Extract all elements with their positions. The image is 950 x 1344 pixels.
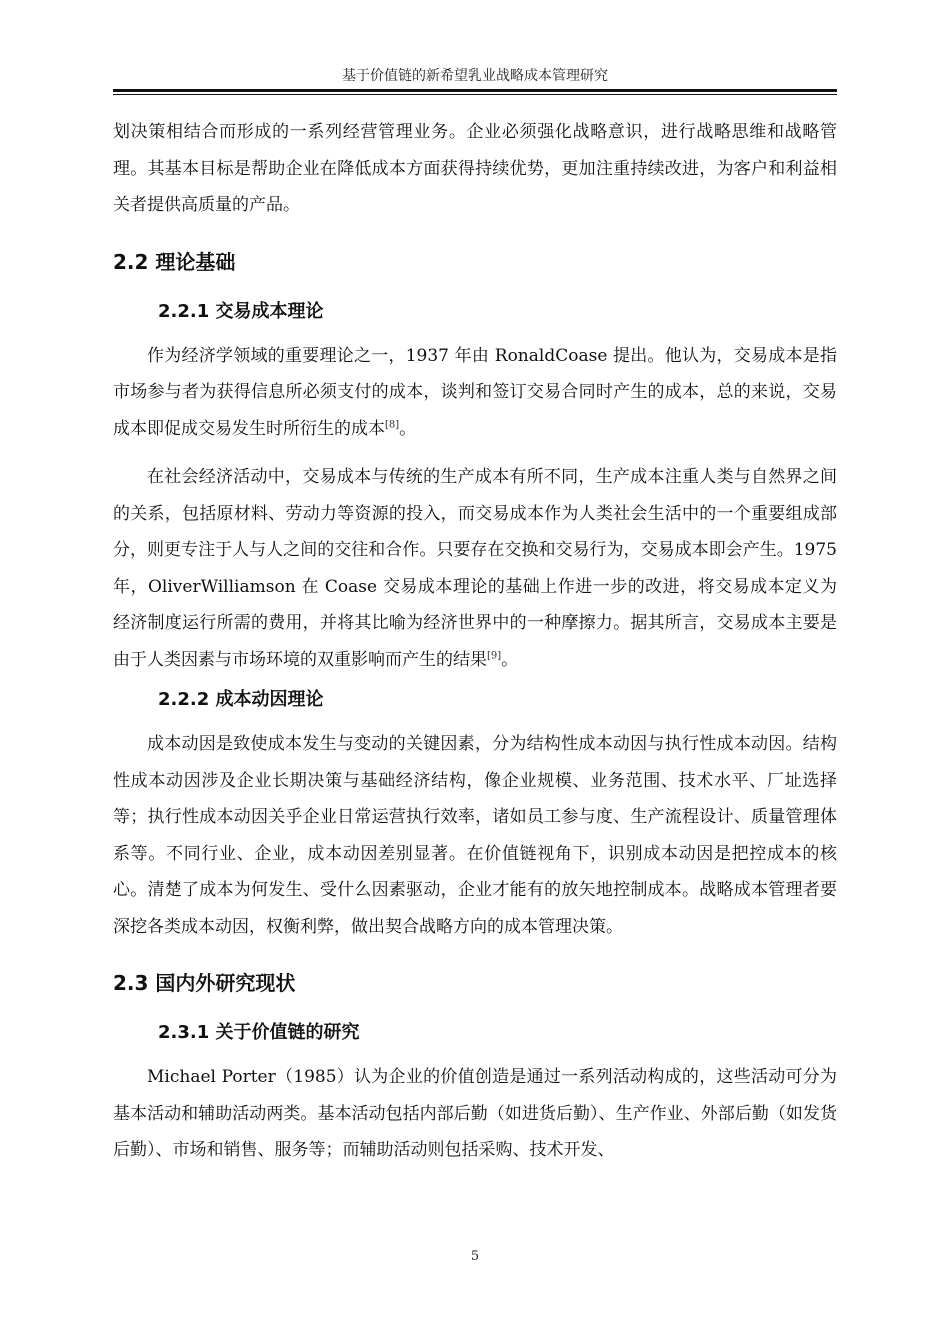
paragraph-end: 。	[399, 418, 417, 439]
paragraph-text: 作为经济学领域的重要理论之一，1937 年由 RonaldCoase 提出。他认为，交易成本是指市场参与者为获得信息所必须支付的成本，谈判和签订交易合同时产生的成本，总的来说，交易成本即促成交易发生时所衍生的成本	[113, 345, 837, 439]
cost-driver-paragraph: 成本动因是致使成本发生与变动的关键因素，分为结构性成本动因与执行性成本动因。结构性成本动因涉及企业长期决策与基础经济结构，像企业规模、业务范围、技术水平、厂址选择等；执行性成本动因关乎企业日常运营执行效率，诸如员工参与度、生产流程设计、质量管理体系等。不同行业、企业，成本动因差别显著。在价值链视角下，识别成本动因是把控成本的核心。清楚了成本为何发生、受什么因素驱动，企业才能有的放矢地控制成本。战略成本管理者要深挖各类成本动因，权衡利弊，做出契合战略方向的成本管理决策。	[113, 734, 837, 937]
paragraph-end: 。	[501, 649, 519, 670]
subsection-heading-2-2-2: 2.2.2 成本动因理论	[158, 689, 324, 710]
page-number: 5	[470, 1249, 480, 1264]
subsection-heading-2-2-1: 2.2.1 交易成本理论	[158, 300, 324, 322]
header-divider-thin	[113, 94, 837, 95]
paragraph-text: 在社会经济活动中，交易成本与传统的生产成本有所不同，生产成本注重人类与自然界之间的关系，包括原材料、劳动力等资源的投入，而交易成本作为人类社会生活中的一个重要组成部分，则更专注于人与人之间的交往和合作。只要存在交换和交易行为，交易成本即会产生。1975 年，OliverWilliamson 在 Coase 交易成本理论的基础上作进一步的改进，将交易成本定义为经济制度运行所需的费用，并将其比喻为经济世界中的一种摩擦力。据其所言，交易成本主要是由于人类因素与市场环境的双重影响而产生的结果	[113, 467, 837, 670]
value-chain-paragraph: Michael Porter（1985）认为企业的价值创造是通过一系列活动构成的，这些活动可分为基本活动和辅助活动两类。基本活动包括内部后勤（如进货后勤）、生产作业、外部后勤（如发货后勤）、市场和销售、服务等；而辅助活动则包括采购、技术开发、	[113, 1067, 837, 1160]
page-body	[113, 114, 837, 1169]
citation-8: [8]	[385, 418, 400, 430]
subsection-heading-2-3-1: 2.3.1 关于价值链的研究	[158, 1022, 360, 1043]
running-header-title: 基于价值链的新希望乳业战略成本管理研究	[342, 68, 608, 84]
transaction-cost-paragraph-1	[113, 338, 837, 448]
section-heading-2-2: 2.2 理论基础	[113, 249, 236, 274]
section-heading-2-3: 2.3 国内外研究现状	[113, 971, 296, 995]
header-divider-thick	[113, 89, 837, 92]
citation-9: [9]	[487, 649, 502, 661]
intro-paragraph: 划决策相结合而形成的一系列经营管理业务。企业必须强化战略意识，进行战略思维和战略管理。其基本目标是帮助企业在降低成本方面获得持续优势，更加注重持续改进，为客户和利益相关者提供高质量的产品。	[113, 122, 837, 215]
transaction-cost-paragraph-2	[113, 459, 837, 678]
